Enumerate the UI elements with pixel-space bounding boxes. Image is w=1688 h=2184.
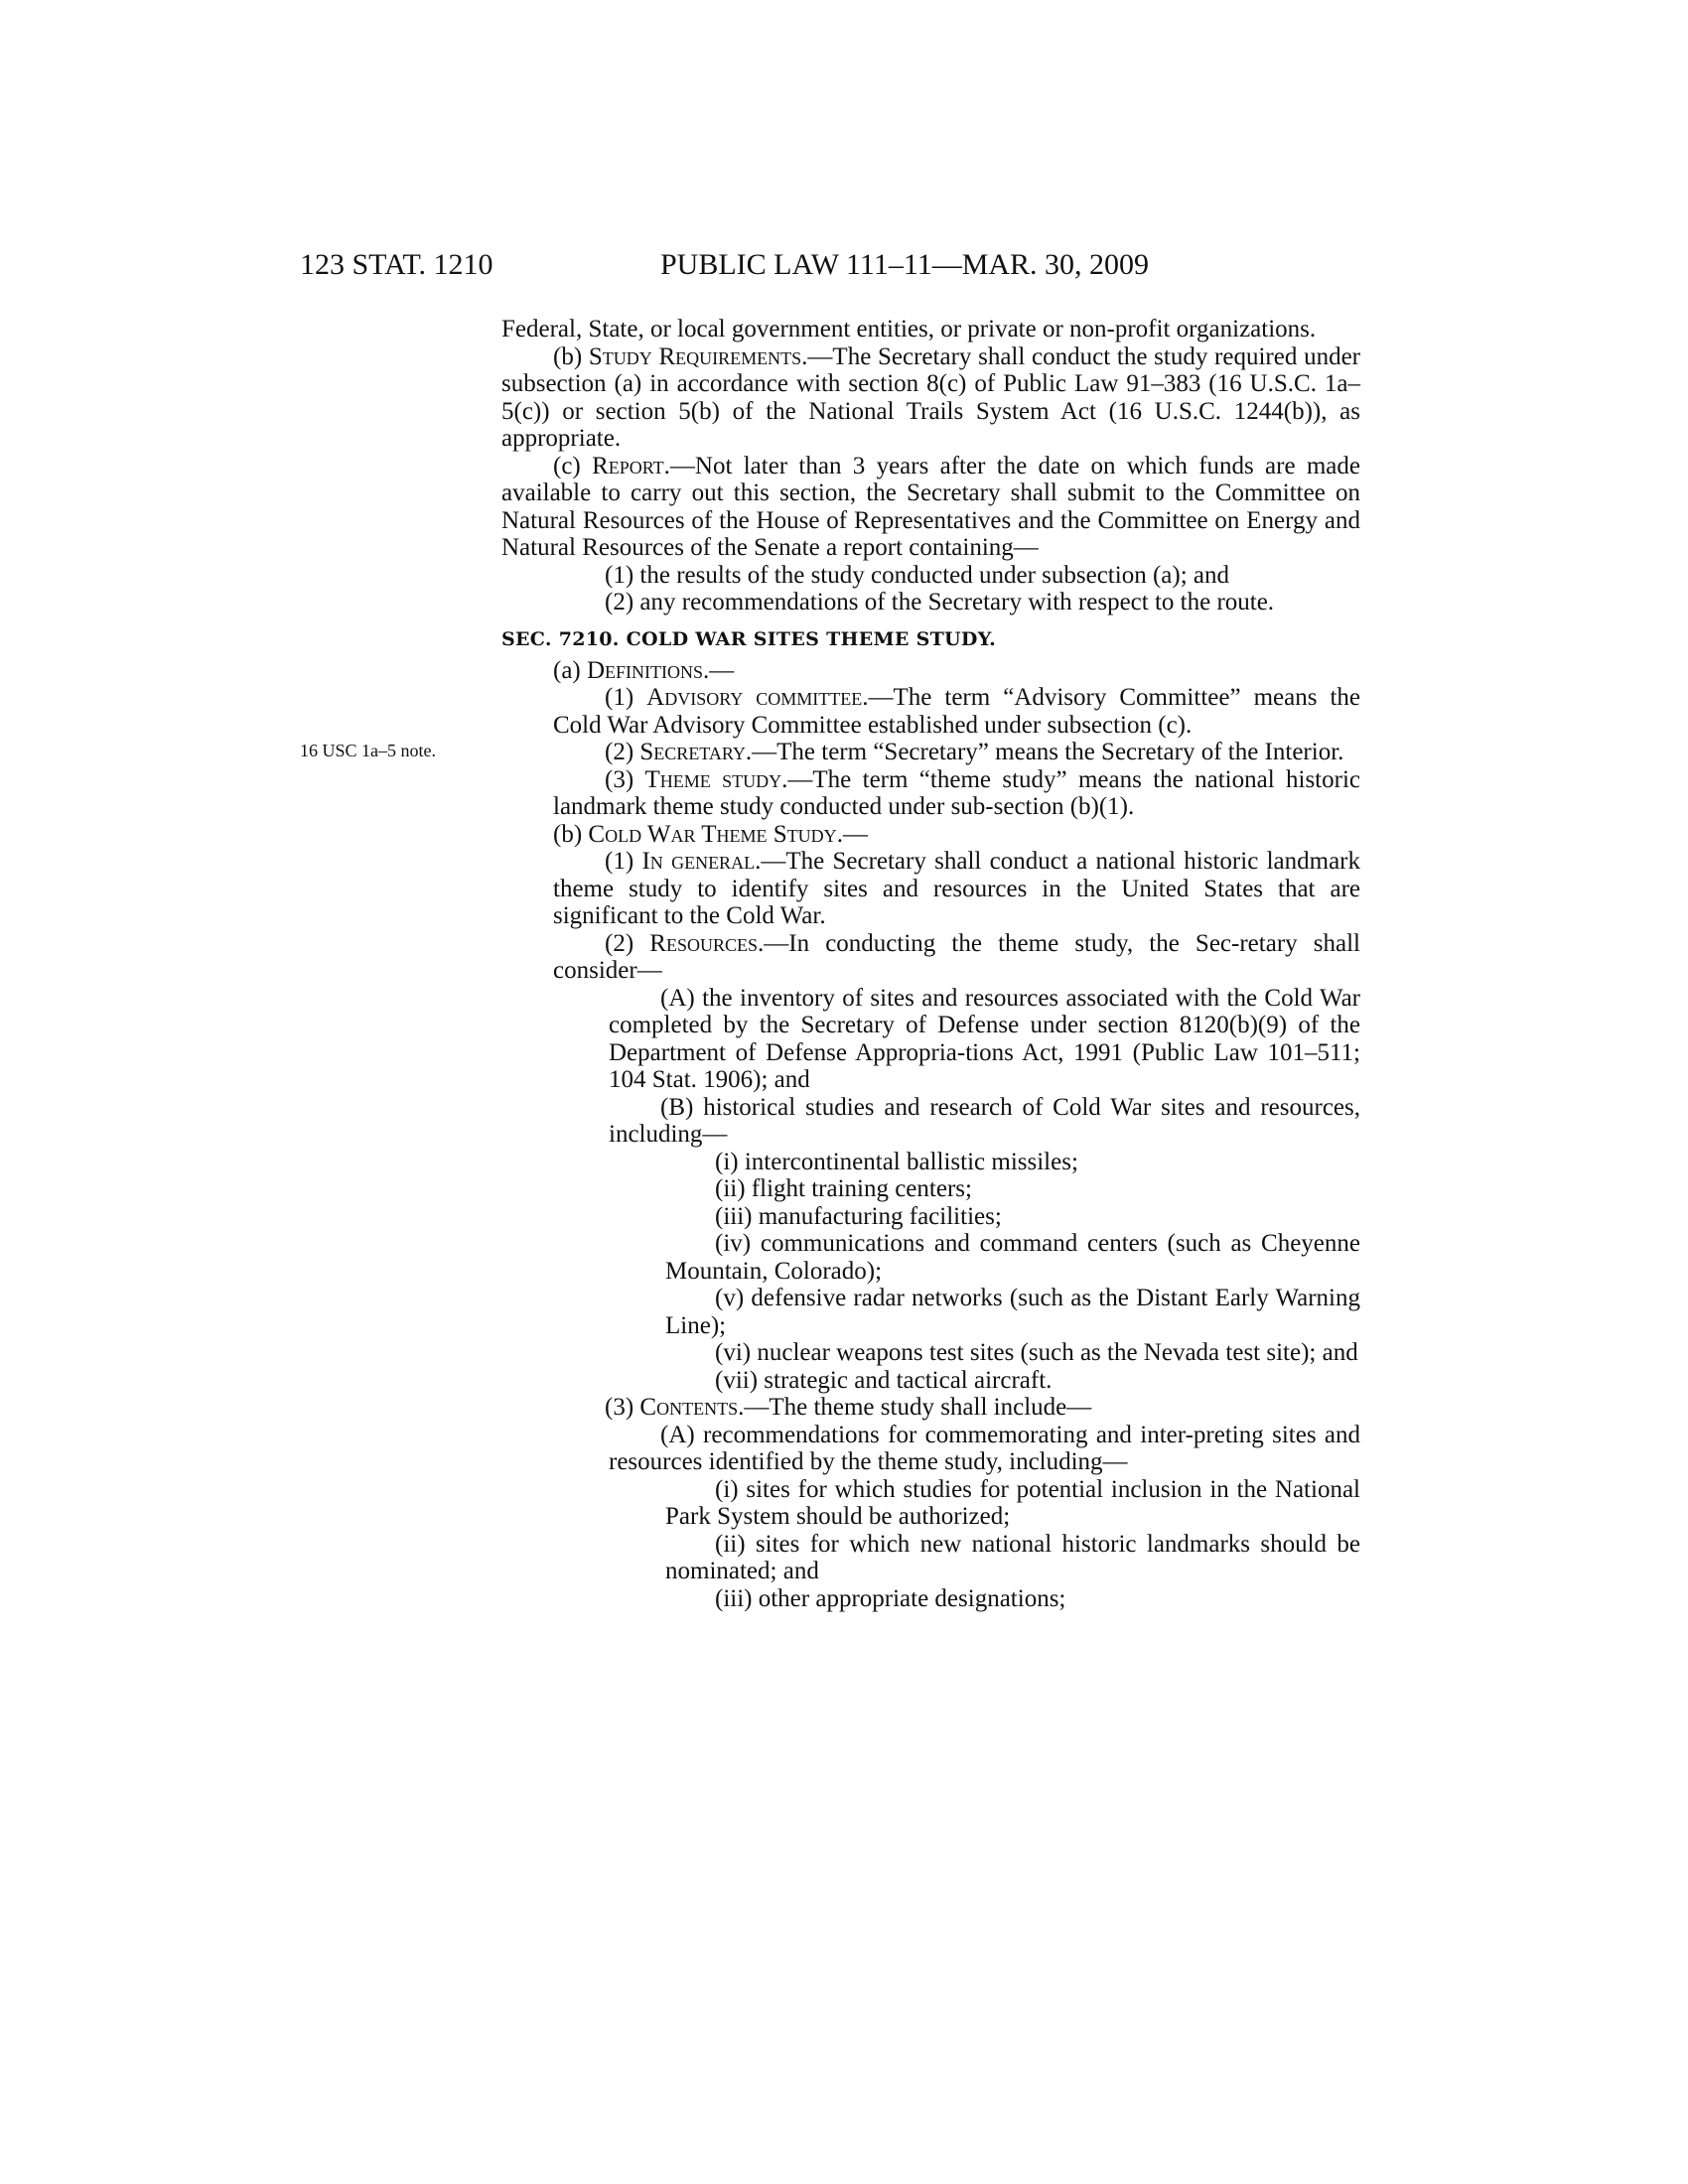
- paragraph-contents: [553, 1394, 1360, 1422]
- paragraph-text: .—: [703, 656, 735, 684]
- paragraph-label: (a): [553, 656, 587, 684]
- margin-note: 16 USC 1a–5 note.: [300, 741, 436, 760]
- list-item: (vi) nuclear weapons test sites (such as the Nevada test site); and: [715, 1339, 1358, 1366]
- paragraph-text: .—: [836, 820, 868, 848]
- paragraph-heading: Definitions: [587, 656, 704, 684]
- paragraph-theme-study: [553, 766, 1360, 821]
- paragraph-text: .—The Secretary shall conduct the study required under subsection (a) in accordance with section 8(c) of Public Law 91–383 (16 U.S.C. 1a–5(c)) or section 5(b) of the National Trails System Act (16 U.S.C. 1244(b)), as appropriate.: [501, 342, 1360, 452]
- paragraph-text: .—In conducting the theme study, the Sec-retary shall consider—: [553, 929, 1360, 984]
- paragraph-advisory-committee: [553, 684, 1360, 739]
- paragraph-label: (2): [605, 929, 650, 957]
- paragraph-heading: Theme study: [644, 765, 782, 793]
- paragraph-in-general: [553, 848, 1360, 930]
- paragraph-label: (3): [605, 1394, 640, 1421]
- paragraph-heading: Advisory committee: [646, 684, 863, 711]
- paragraph-text: .—The term “theme study” means the national historic landmark theme study conducted under sub-section (b)(1).: [553, 765, 1360, 820]
- paragraph-resources: [553, 930, 1360, 985]
- paragraph-label: (1): [605, 848, 642, 875]
- paragraph-label: (2): [605, 739, 640, 765]
- paragraph-resources-b: (B) historical studies and research of Cold War sites and resources, including—: [609, 1093, 1360, 1148]
- paragraph-heading: Study Requirements: [588, 342, 802, 370]
- list-item: (i) intercontinental ballistic missiles;: [715, 1148, 1078, 1175]
- paragraph-text: .—The term “Advisory Committee” means the Cold War Advisory Committee established under subsection (c).: [553, 684, 1360, 739]
- paragraph-label: (1): [605, 684, 647, 711]
- paragraph-cold-war-theme-study: [501, 821, 1360, 849]
- paragraph-text: .—Not later than 3 years after the date on which funds are made available to carry out this section, the Secretary shall submit to the Committee on Natural Resources of the House of Representatives and the Committee on Energy and Natural Resources of the Senate a report containing—: [501, 452, 1361, 561]
- running-head: [0, 248, 1688, 288]
- paragraph-heading: Cold War Theme Study: [588, 820, 837, 848]
- public-law-title: PUBLIC LAW 111–11—MAR. 30, 2009: [660, 248, 1150, 281]
- body-text: [501, 316, 1360, 1612]
- paragraph-heading: Resources: [649, 929, 758, 957]
- paragraph-report-item-2: (2) any recommendations of the Secretary with respect to the route.: [605, 589, 1275, 615]
- paragraph-secretary: [553, 739, 1360, 766]
- paragraph-label: (c): [553, 452, 593, 479]
- paragraph-label: (b): [553, 342, 589, 370]
- paragraph-heading: In general: [641, 848, 756, 875]
- paragraph-definitions: [501, 657, 1360, 685]
- paragraph-label: (b): [553, 820, 589, 848]
- list-item: (ii) sites for which new national historic landmarks should be nominated; and: [665, 1530, 1360, 1584]
- paragraph-study-requirements: [501, 343, 1360, 453]
- list-item: (iii) other appropriate designations;: [715, 1584, 1066, 1612]
- paragraph-heading: Contents: [639, 1394, 739, 1421]
- paragraph-report-item-1: (1) the results of the study conducted under subsection (a); and: [605, 561, 1229, 589]
- list-item: (iii) manufacturing facilities;: [715, 1202, 1002, 1230]
- statute-page-reference: 123 STAT. 1210: [300, 248, 493, 281]
- paragraph-text: .—The Secretary shall conduct a national historic landmark theme study to identify sites and resources in the United States that are significant to the Cold War.: [553, 848, 1360, 929]
- paragraph-report: [501, 453, 1360, 562]
- paragraph-heading: Secretary: [639, 739, 746, 765]
- paragraph-continuation: Federal, State, or local government entities, or private or non-profit organizations.: [501, 316, 1317, 342]
- paragraph-text: .—The term “Secretary” means the Secretary of the Interior.: [745, 739, 1344, 765]
- list-item: (vii) strategic and tactical aircraft.: [715, 1366, 1053, 1394]
- section-heading: SEC. 7210. COLD WAR SITES THEME STUDY.: [501, 627, 997, 650]
- paragraph-heading: Report: [592, 452, 664, 479]
- list-item: (i) sites for which studies for potential inclusion in the National Park System should be authorized;: [665, 1475, 1360, 1530]
- paragraph-text: .—The theme study shall include—: [738, 1394, 1092, 1421]
- paragraph-resources-a: (A) the inventory of sites and resources associated with the Cold War completed by the Secretary of Defense under section 8120(b)(9) of the Department of Defense Appropria-tions Act, 1991 (Public Law 101–511; 104 Stat. 1906); and: [609, 984, 1360, 1093]
- list-item: (v) defensive radar networks (such as the Distant Early Warning Line);: [665, 1285, 1360, 1339]
- paragraph-contents-a: (A) recommendations for commemorating and inter-preting sites and resources identified by the theme study, including—: [609, 1421, 1360, 1475]
- list-item: (iv) communications and command centers (such as Cheyenne Mountain, Colorado);: [665, 1230, 1360, 1285]
- paragraph-label: (3): [605, 765, 645, 793]
- list-item: (ii) flight training centers;: [715, 1175, 972, 1202]
